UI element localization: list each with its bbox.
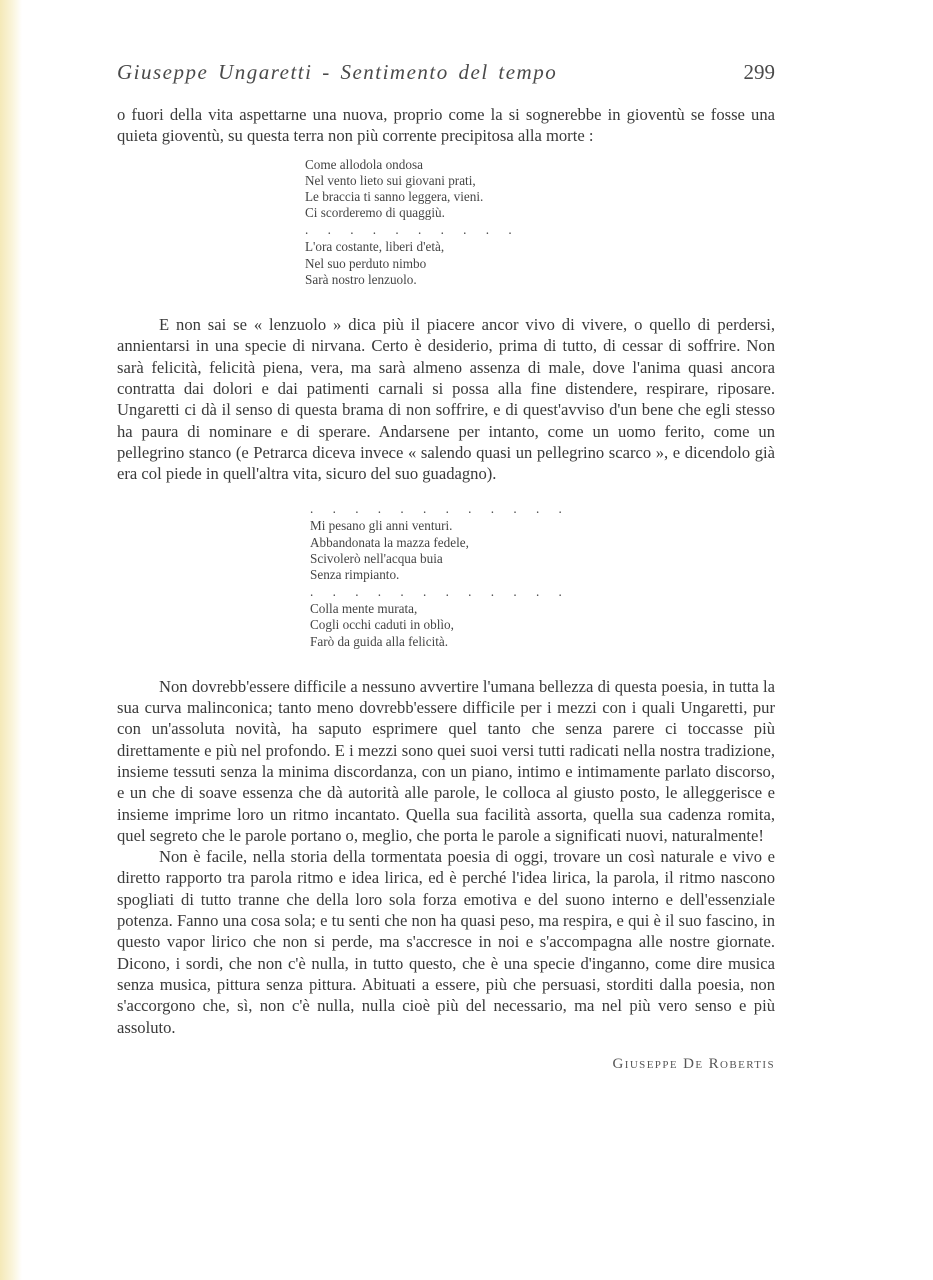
poem-quote-1	[305, 157, 775, 288]
verse-line: Colla mente murata,	[310, 601, 418, 617]
poem-quote-2	[310, 502, 775, 649]
page-number: 299	[743, 60, 775, 84]
verse-ellipsis: . . . . . . . . . . . .	[310, 501, 570, 517]
verse-line: Nel vento lieto sui giovani prati,	[305, 172, 476, 188]
page-edge-shadow	[0, 0, 22, 1280]
verse-ellipsis: . . . . . . . . . . . .	[310, 584, 570, 600]
article-body	[117, 104, 775, 1073]
verse-line: Le braccia ti sanno leggera, vieni.	[305, 189, 484, 204]
verse-line: Come allodola ondosa	[305, 156, 423, 172]
paragraph-4: Non è facile, nella storia della tormentata poesia di oggi, trovare un così naturale e vivo e diretto rapporto tra parola ritmo e idea lirica, ed è perché l'idea lirica, la parola, il ritmo nascono spogliati di tutto tranne che della loro sola forza emotiva e del suono interno e dell'essenziale potenza. Fanno una cosa sola; e tu senti che non ha quasi peso, ma respira, e qui è il suo fascino, in questo vapor lirico che non si perde, ma s'accresce in noi e s'accompagna alle nostre giornate. Dicono, i sordi, che non c'è nulla, in tutto questo, che è una specie d'inganno, come dire musica senza musica, pittura senza pittura. Abituati a essere, più che persuasi, storditi dalla poesia, non s'accorgono che, sì, non c'è nulla, nulla cioè più del necessario, ma nel più vero senso e più assoluto.	[117, 847, 775, 1037]
author-signature: Giuseppe De Robertis	[612, 1055, 775, 1072]
paragraph-3: Non dovrebb'essere difficile a nessuno avvertire l'umana bellezza di questa poesia, in tutta la sua curva malinconica; tanto meno dovrebb'essere difficile per i mezzi con i quali Ungaretti, pur con un'assoluta novità, ha saputo esprimere quel tanto che senza parere ci toccasse più direttamente e più nel profondo. E i mezzi sono quei suoi versi tutti radicati nella nostra tradizione, insieme tessuti senza la minima discordanza, con un piano, intimo e intimamente parlato discorso, e un che di soave essenza che dà autorità alle parole, le colloca al giusto posto, le alleggerisce e insieme imprime loro un ritmo incantato. Quella sua facilità assorta, quella sua cadenza romita, quel segreto che le parole portano o, meglio, che porta le parole a significati nuovi, naturalmente!	[117, 676, 775, 845]
verse-line: Senza rimpianto.	[310, 567, 400, 582]
paragraph-1: o fuori della vita aspettarne una nuova, proprio come la si sognerebbe in gioventù se fosse una quieta gioventù, su questa terra non più corrente precipitosa alla morte :	[117, 105, 775, 146]
verse-ellipsis: . . . . . . . . . .	[305, 222, 520, 238]
verse-line: Nel suo perduto nimbo	[305, 255, 427, 271]
verse-line: Farò da guida alla felicità.	[310, 633, 449, 649]
verse-line: Mi pesano gli anni venturi.	[310, 518, 453, 534]
running-header	[117, 58, 775, 88]
book-page	[117, 58, 775, 1073]
verse-line: Cogli occhi caduti in oblìo,	[310, 617, 454, 633]
verse-line: Abbandonata la mazza fedele,	[310, 534, 469, 550]
verse-line: Sarà nostro lenzuolo.	[305, 271, 417, 287]
verse-line: L'ora costante, liberi d'età,	[305, 239, 445, 255]
verse-line: Scivolerò nell'acqua buia	[310, 550, 443, 566]
verse-line: Ci scorderemo di quaggiù.	[305, 205, 445, 221]
running-title: Giuseppe Ungaretti - Sentimento del tempo	[117, 60, 558, 84]
paragraph-2: E non sai se « lenzuolo » dica più il piacere ancor vivo di vivere, o quello di perdersi, annientarsi in una specie di nirvana. Certo è desiderio, prima di tutto, di cessar di soffrire. Non sarà felicità, felicità piena, vera, ma sarà almeno assenza di male, dove l'anima quasi ancora contratta dai dolori e dai patimenti carnali si possa alla fine distendere, respirare, riposare. Ungaretti ci dà il senso di questa brama di non soffrire, e di quest'avviso d'un bene che egli stesso ha paura di nominare e di sperare. Andarsene per intanto, come un uomo ferito, come un pellegrino stanco (e Petrarca diceva invece « salendo quasi un pellegrino scarco », e dicendolo già era col piede in quell'altra vita, sicuro del suo guadagno).	[117, 315, 775, 484]
